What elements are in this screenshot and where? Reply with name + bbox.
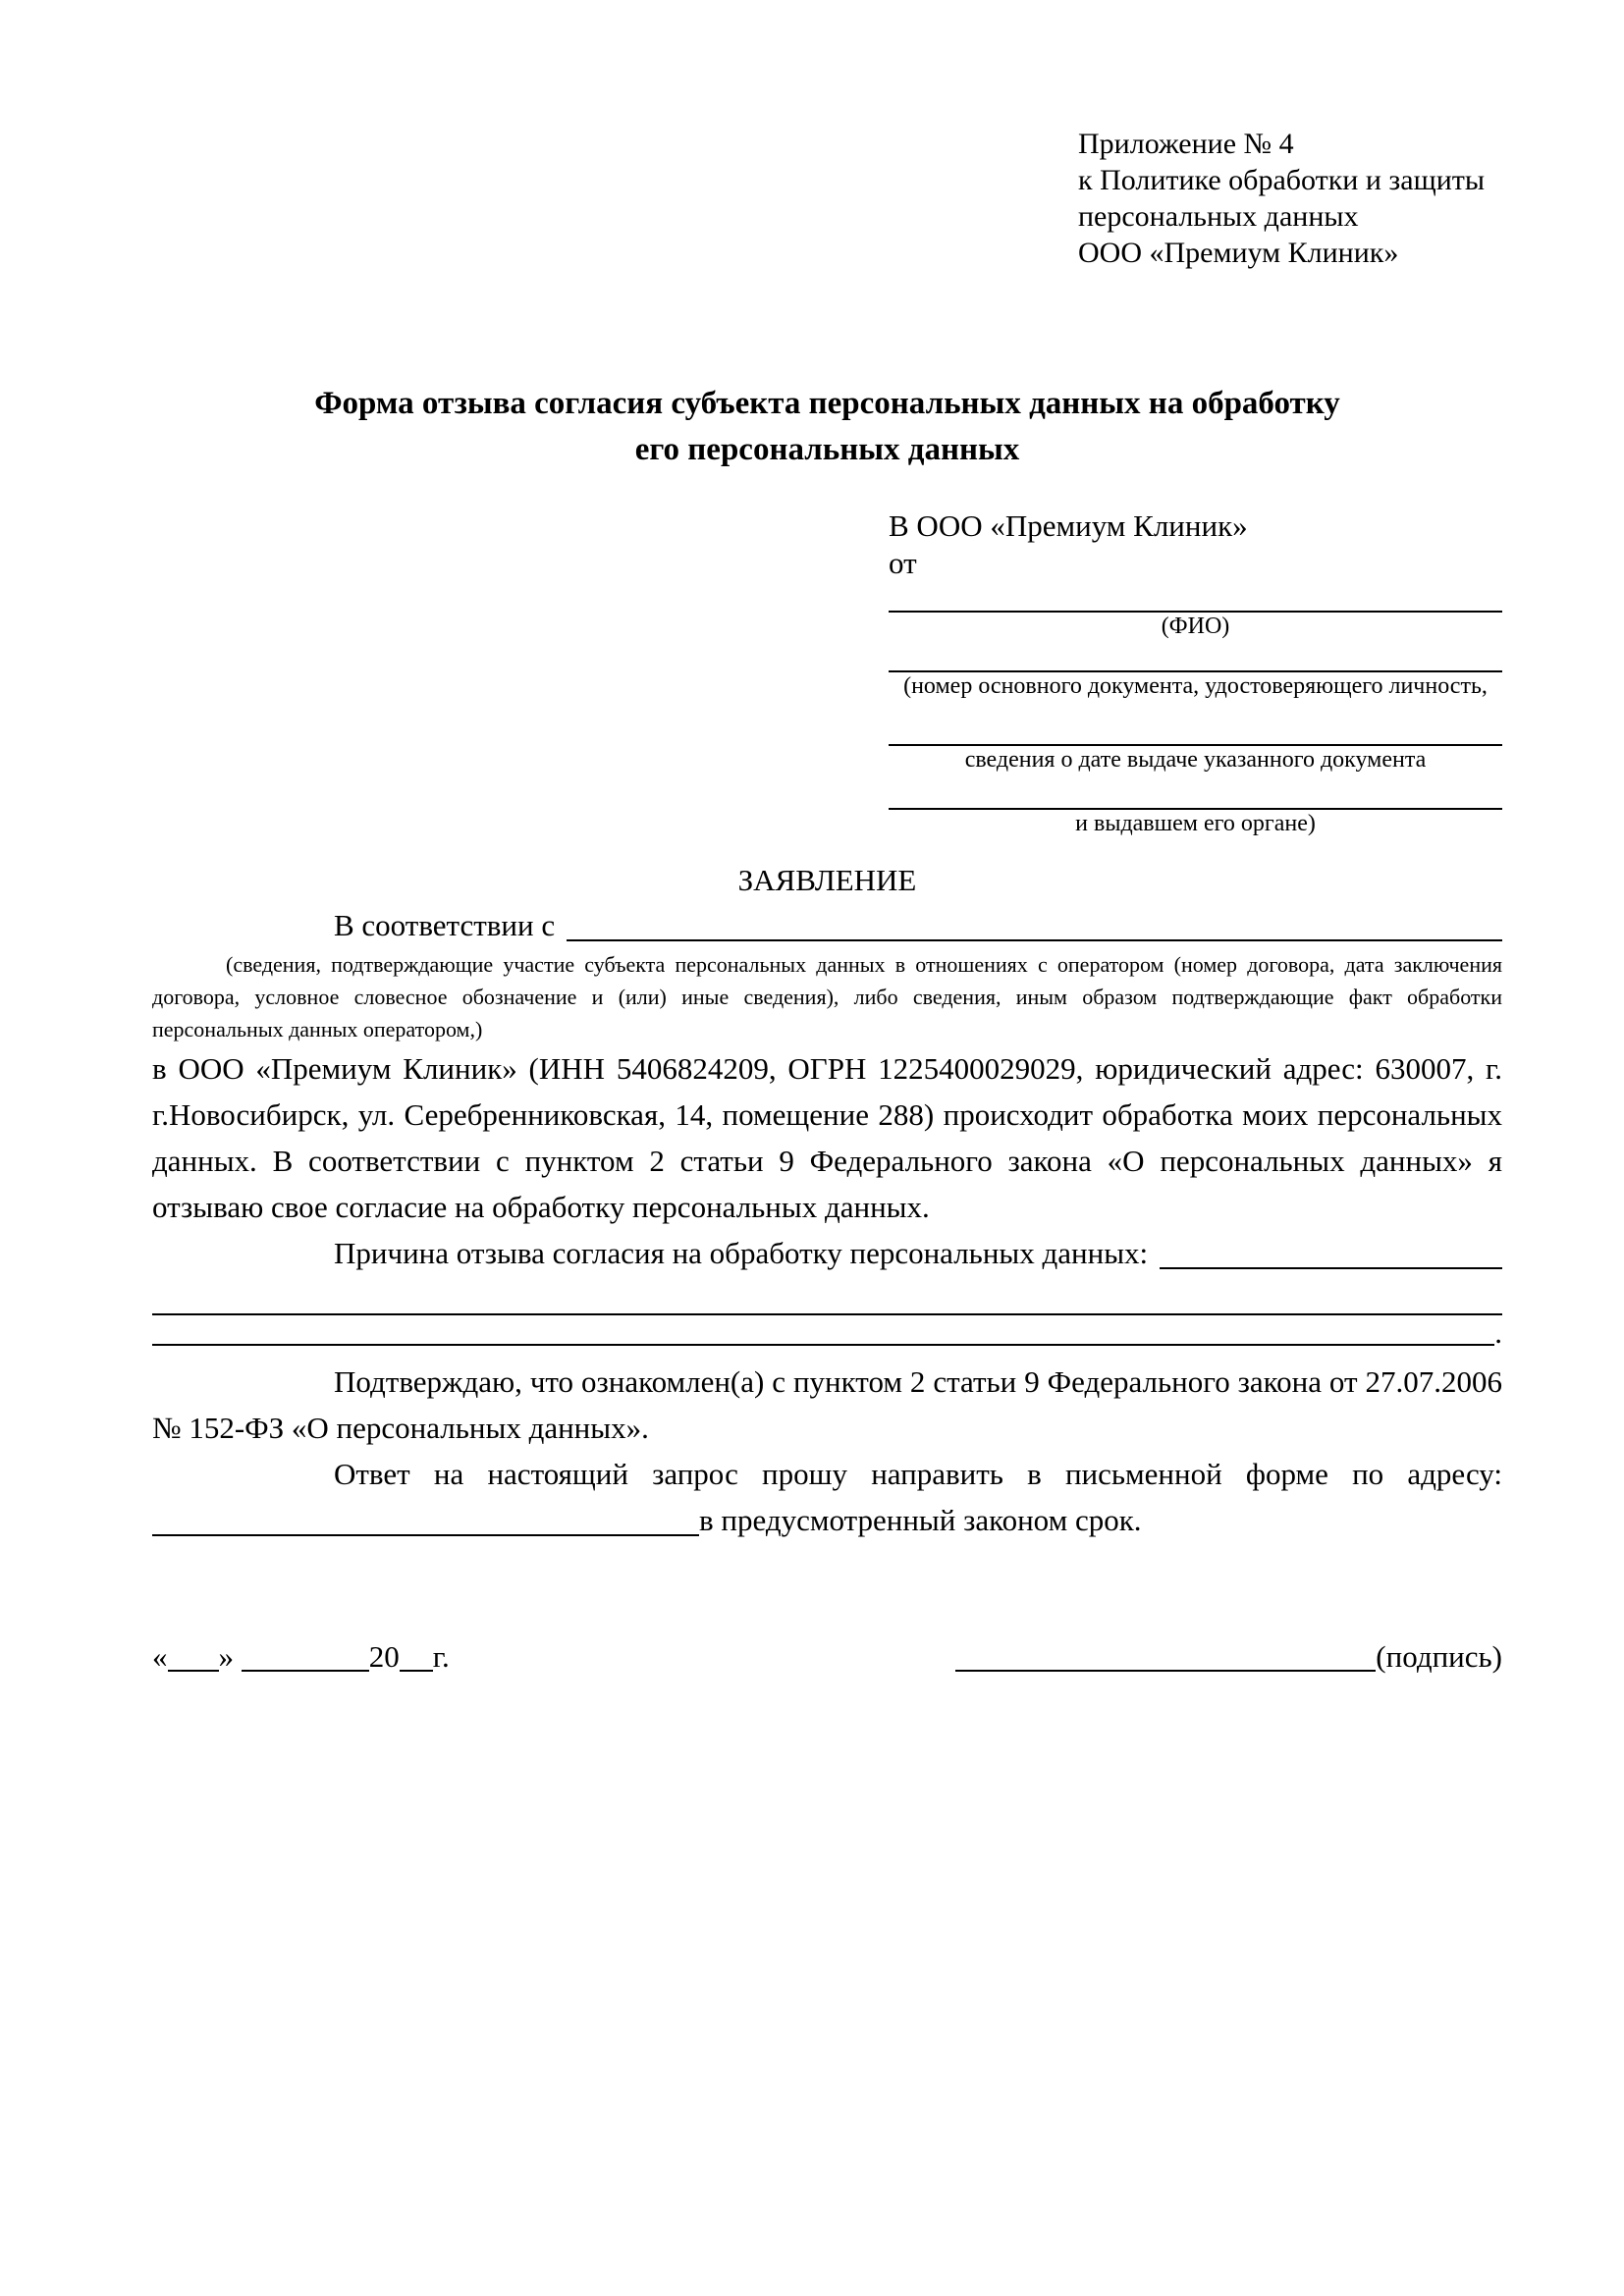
appendix-line-3: персональных данных <box>1078 200 1359 233</box>
document-number-caption: (номер основного документа, удостоверяющего личность, <box>903 673 1488 699</box>
statement-heading: ЗАЯВЛЕНИЕ <box>737 863 917 897</box>
body-paragraph: в ООО «Премиум Клиник» (ИНН 5406824209, ОГРН 1225400029029, юридический адрес: 630007, г. г.Новосибирск, ул. Серебренниковская, 14, помещение 288) происходит обработка моих персональных данных. В соответствии с пунктом 2 статьи 9 Федерального закона «О персональных данных» я отзываю свое согласие на обработку персональных данных. <box>152 1051 1502 1224</box>
fio-caption: (ФИО) <box>1161 614 1230 639</box>
reason-blank-line-2 <box>152 1276 1502 1315</box>
reply-paragraph-line-1: Ответ на настоящий запрос прошу направить в письменной форме по адресу: <box>334 1457 1502 1491</box>
appendix-line-4: ООО «Премиум Клиник» <box>1078 237 1399 269</box>
intro-line <box>152 902 1502 948</box>
reply-suffix: в предусмотренный законом срок. <box>699 1503 1142 1537</box>
document-title-line-2: его персональных данных <box>634 432 1020 467</box>
signature-caption: (подпись) <box>1376 1639 1502 1674</box>
reason-label: Причина отзыва согласия на обработку персональных данных: <box>334 1236 1149 1270</box>
appendix-header <box>1078 126 1502 271</box>
intro-note: (сведения, подтверждающие участие субъекта персональных данных в отношениях с оператором (номер договора, дата заключения договора, условное словесное обозначение и (или) иные сведения), либо сведения, иным образом подтверждающие факт обработки персональных данных оператором,) <box>152 952 1502 1041</box>
date-year-prefix: 20 <box>368 1639 400 1674</box>
issue-date-caption: сведения о дате выдаче указанного документа <box>964 747 1427 773</box>
document-title <box>152 381 1502 473</box>
document-title-line-1: Форма отзыва согласия субъекта персональных данных на обработку <box>314 386 1340 421</box>
reason-line <box>152 1230 1502 1276</box>
intro-blank-line <box>567 939 1502 941</box>
date-year-blank <box>400 1670 433 1672</box>
reason-blank-line-3 <box>152 1315 1502 1351</box>
date-line <box>152 1633 450 1680</box>
confirmation-paragraph: Подтверждаю, что ознакомлен(а) с пунктом 2 статьи 9 Федерального закона от 27.07.2006 № 152-ФЗ «О персональных данных». <box>152 1364 1502 1445</box>
date-day-blank <box>168 1670 219 1672</box>
issuing-authority-caption: и выдавшем его органе) <box>1075 811 1316 836</box>
reason-blank-line <box>1160 1267 1502 1269</box>
reason-blank-line-3-rule <box>152 1344 1494 1346</box>
date-month-blank <box>242 1670 369 1672</box>
date-quote-open: « <box>152 1639 168 1674</box>
reply-address-blank-line <box>152 1534 699 1536</box>
page-content <box>152 0 1502 1680</box>
date-quote-close: » <box>218 1639 234 1674</box>
date-year-suffix: г. <box>432 1639 450 1674</box>
recipient-from-label: от <box>889 546 917 580</box>
appendix-line-2: к Политике обработки и защиты <box>1078 164 1486 196</box>
footer-row <box>152 1633 1502 1680</box>
appendix-line-1: Приложение № 4 <box>1078 128 1294 160</box>
blank-line-period: . <box>1494 1315 1502 1350</box>
intro-prefix: В соответствии с <box>334 908 556 942</box>
signature-line <box>955 1633 1502 1680</box>
recipient-organization: В ООО «Премиум Клиник» <box>889 508 1248 543</box>
signature-blank-line <box>955 1670 1376 1672</box>
reply-paragraph-line-2 <box>152 1497 1502 1543</box>
recipient-block <box>889 507 1502 837</box>
